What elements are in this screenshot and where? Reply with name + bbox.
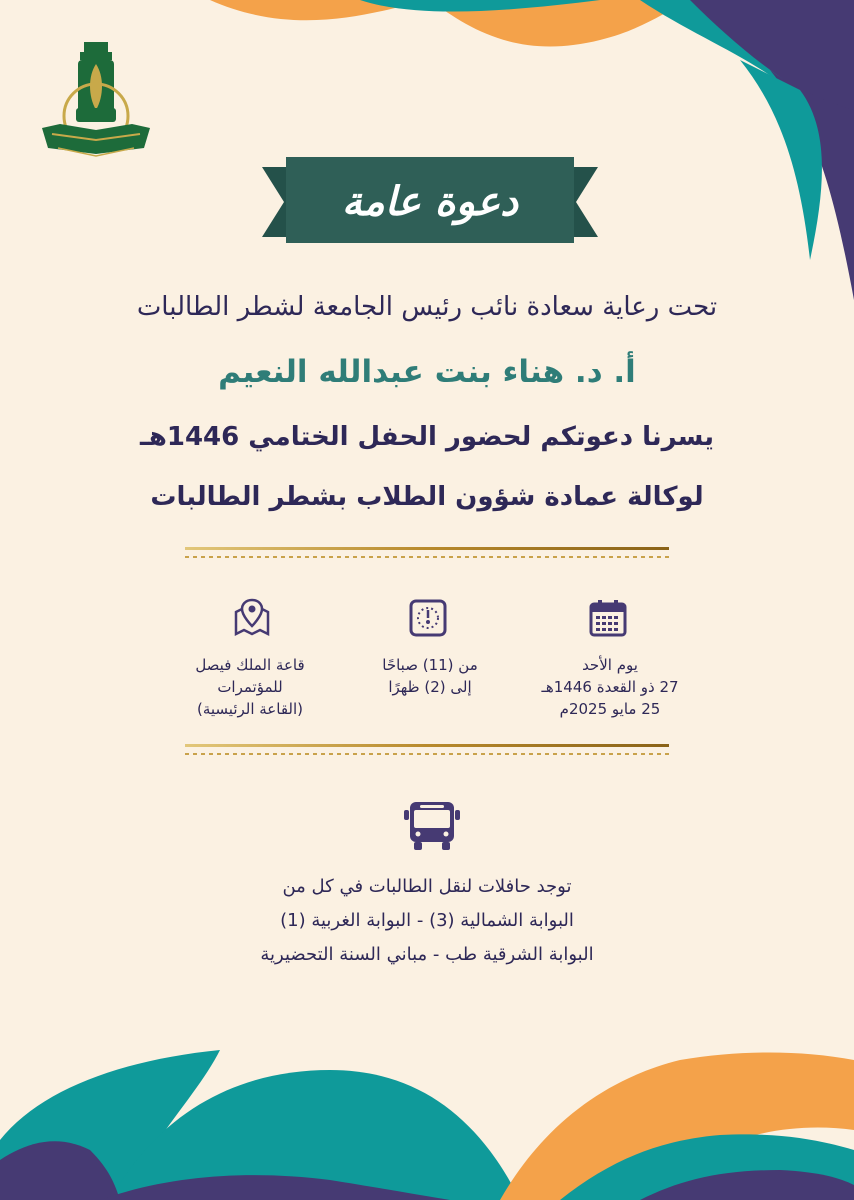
transport-line: البوابة الشرقية طب - مباني السنة التحضيرية: [260, 944, 594, 965]
location-details: [170, 654, 330, 720]
date-details: [525, 654, 695, 720]
gold-divider-top: [185, 547, 669, 550]
gold-divider-bottom: [185, 744, 669, 747]
time-line: من (11) صباحًا: [382, 656, 478, 674]
bottom-wave-decoration: [0, 1010, 854, 1200]
transport-line: البوابة الشمالية (3) - البوابة الغربية (1): [280, 910, 574, 931]
location-line: للمؤتمرات: [217, 678, 283, 696]
location-line: قاعة الملك فيصل: [195, 656, 305, 674]
calendar-icon: [588, 598, 628, 638]
gold-dotted-divider-bottom: [185, 753, 669, 755]
banner-title: دعوة عامة: [341, 177, 519, 225]
transport-info: [160, 870, 694, 972]
location-line: (القاعة الرئيسية): [196, 700, 304, 718]
host-line: لوكالة عمادة شؤون الطلاب بشطر الطالبات: [150, 482, 704, 512]
time-details: [360, 654, 500, 698]
location-pin-icon: [232, 598, 272, 638]
time-line: إلى (2) ظهرًا: [388, 678, 472, 696]
university-logo: [40, 36, 152, 164]
invitation-line: يسرنا دعوتكم لحضور الحفل الختامي 1446هـ: [139, 422, 715, 452]
transport-line: توجد حافلات لنقل الطالبات في كل من: [282, 876, 572, 897]
date-line: 27 ذو القعدة 1446هـ: [541, 678, 679, 696]
clock-icon: [408, 598, 448, 638]
gold-dotted-divider-top: [185, 556, 669, 558]
date-line: يوم الأحد: [582, 656, 638, 674]
patronage-line: تحت رعاية سعادة نائب رئيس الجامعة لشطر الطالبات: [136, 292, 718, 322]
date-line: 25 مايو 2025م: [559, 700, 661, 718]
bus-icon: [403, 800, 461, 852]
patron-name: أ. د. هناء بنت عبدالله النعيم: [218, 354, 636, 390]
